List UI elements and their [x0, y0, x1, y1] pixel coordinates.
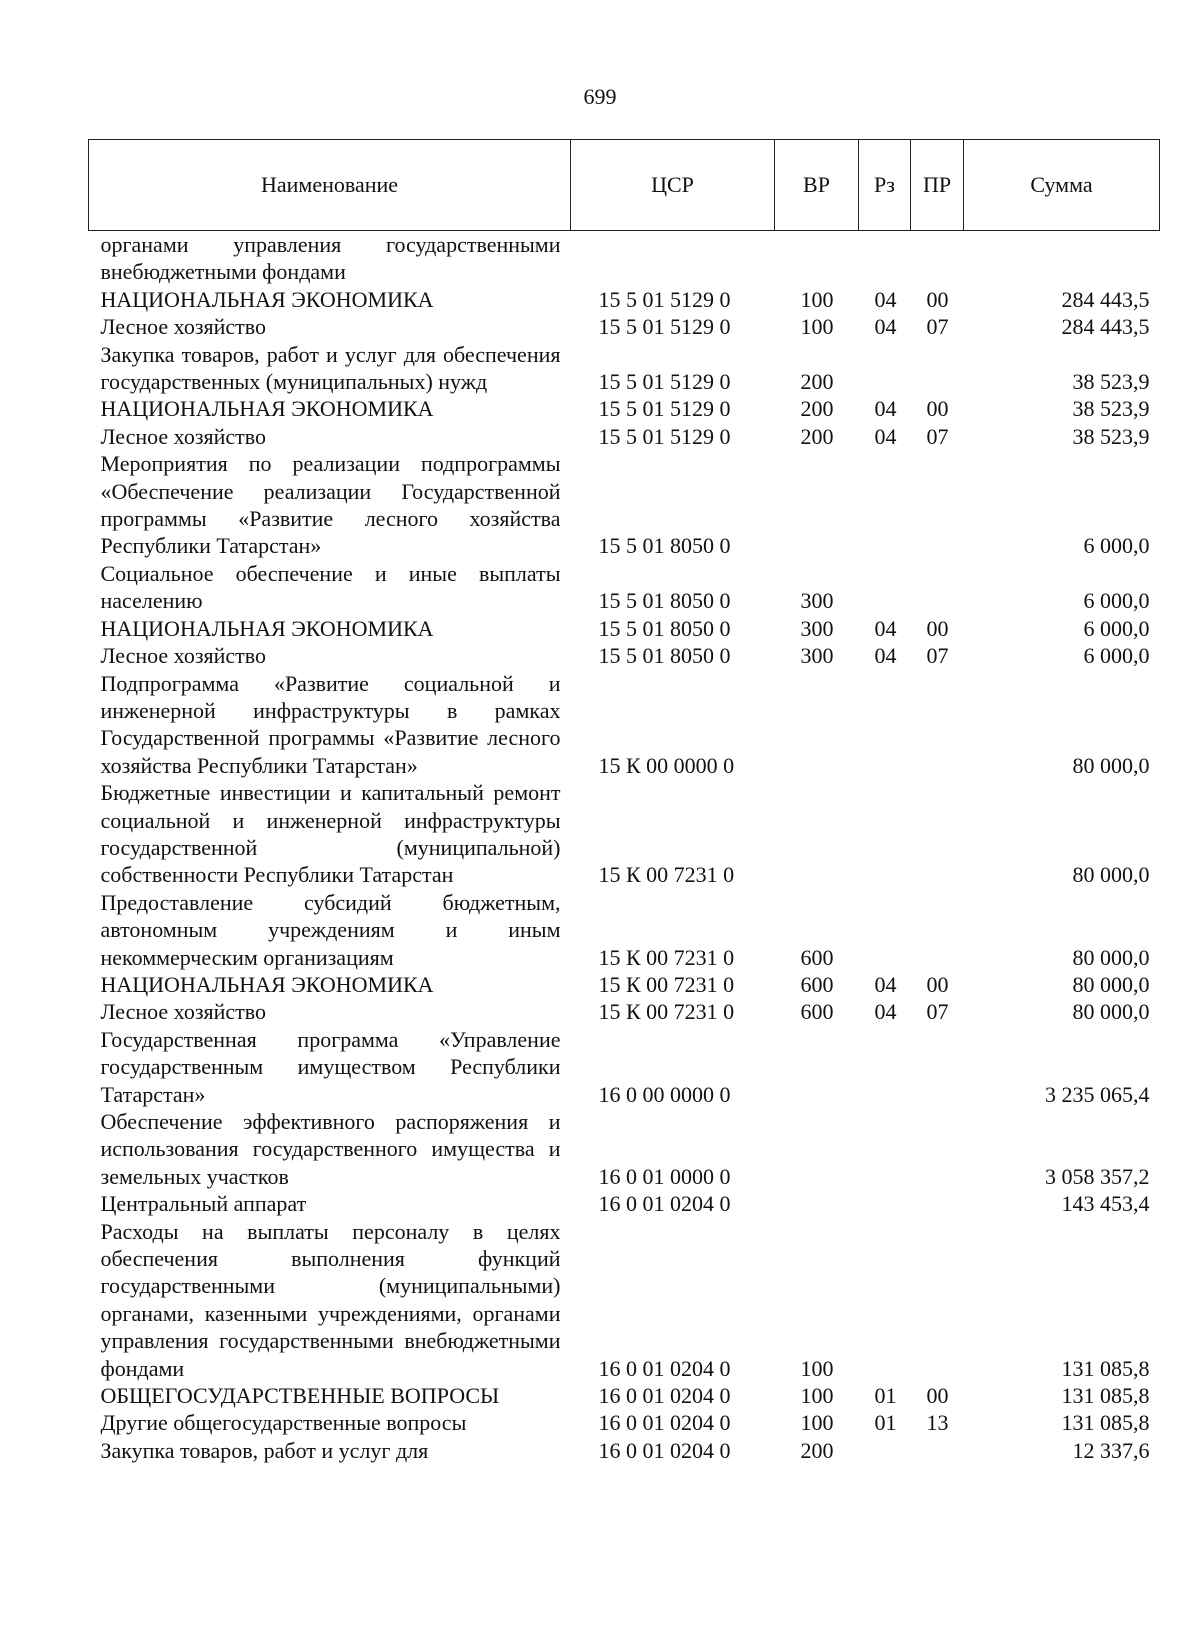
- table-row: [89, 642, 1160, 669]
- cell-name: Подпрограмма «Развитие социальной и инженерной инфраструктуры в рамках Государственной программы «Развитие лесного хозяйства Республики Татарстан»: [100, 670, 561, 778]
- table-row: [89, 889, 1160, 971]
- cell-name: Закупка товаров, работ и услуг для: [100, 1437, 429, 1463]
- cell-name: Социальное обеспечение и иные выплаты населению: [100, 560, 561, 614]
- cell-sum: 80 000,0: [1072, 752, 1150, 778]
- cell-rz: 04: [874, 286, 897, 312]
- cell-name: Лесное хозяйство: [100, 314, 267, 340]
- cell-sum: 131 085,8: [1061, 1410, 1150, 1436]
- cell-csr: 15 5 01 8050 0: [598, 588, 731, 614]
- cell-vr: 100: [800, 1383, 834, 1409]
- cell-name: Расходы на выплаты персоналу в целях обеспечения выполнения функций государственными (муниципальными) органами, казенными учреждениями, органами управления государственными внебюджетными фондами: [100, 1218, 561, 1381]
- cell-pr: 00: [926, 971, 949, 997]
- header-csr: ЦСР: [571, 140, 775, 231]
- table-row: [89, 1218, 1160, 1382]
- cell-sum: 143 453,4: [1061, 1191, 1150, 1217]
- cell-vr: 100: [800, 1410, 834, 1436]
- cell-vr: [775, 231, 859, 286]
- cell-csr: 15 5 01 5129 0: [598, 314, 731, 340]
- cell-sum: 38 523,9: [1072, 423, 1150, 449]
- cell-rz: [859, 1218, 911, 1382]
- header-vr: ВР: [775, 140, 859, 231]
- table-row: [89, 998, 1160, 1025]
- cell-sum: 131 085,8: [1061, 1383, 1150, 1409]
- cell-name: Государственная программа «Управление государственным имуществом Республики Татарстан»: [100, 1026, 561, 1107]
- cell-csr: 16 0 01 0204 0: [598, 1437, 731, 1463]
- cell-sum: 6 000,0: [1083, 588, 1150, 614]
- page-number: 699: [583, 84, 617, 109]
- cell-sum: 284 443,5: [1061, 286, 1150, 312]
- cell-pr: [911, 1108, 964, 1190]
- header-name: Наименование: [89, 140, 571, 231]
- cell-name: органами управления государственными внебюджетными фондами: [100, 232, 561, 285]
- cell-pr: 07: [926, 643, 949, 669]
- cell-name: Предоставление субсидий бюджетным, автономным учреждениям и иным некоммерческим организациям: [100, 889, 561, 970]
- cell-pr: [911, 779, 964, 889]
- table-row: [89, 1108, 1160, 1190]
- header-pr: ПР: [911, 140, 964, 231]
- cell-pr: 00: [926, 615, 949, 641]
- cell-pr: [911, 341, 964, 396]
- cell-rz: [859, 889, 911, 971]
- cell-sum: 284 443,5: [1061, 314, 1150, 340]
- cell-vr: 600: [800, 944, 834, 970]
- table-row: [89, 971, 1160, 998]
- cell-vr: [775, 779, 859, 889]
- cell-vr: [775, 670, 859, 780]
- cell-name: Другие общегосударственные вопросы: [100, 1410, 467, 1436]
- table-row: [89, 1409, 1160, 1436]
- cell-csr: 16 0 01 0000 0: [598, 1163, 731, 1189]
- cell-csr: 16 0 00 0000 0: [598, 1081, 731, 1107]
- cell-rz: 04: [874, 971, 897, 997]
- cell-rz: [859, 779, 911, 889]
- cell-rz: 04: [874, 314, 897, 340]
- cell-vr: 600: [800, 971, 834, 997]
- cell-csr: 15 5 01 8050 0: [598, 643, 731, 669]
- cell-rz: [859, 341, 911, 396]
- cell-name: Лесное хозяйство: [100, 999, 267, 1025]
- cell-sum: 80 000,0: [1072, 944, 1150, 970]
- table-row: [89, 286, 1160, 313]
- cell-sum: 131 085,8: [1061, 1355, 1150, 1381]
- cell-sum: 12 337,6: [1072, 1437, 1150, 1463]
- cell-rz: [859, 1026, 911, 1108]
- cell-vr: 100: [800, 286, 834, 312]
- cell-name: Мероприятия по реализации подпрограммы «Обеспечение реализации Государственной программы «Развитие лесного хозяйства Республики Татарстан»: [100, 451, 561, 559]
- table-row: [89, 1026, 1160, 1108]
- cell-csr: 15 К 00 7231 0: [598, 999, 735, 1025]
- table-row: [89, 395, 1160, 422]
- table-row: [89, 1190, 1160, 1217]
- cell-sum: 6 000,0: [1083, 533, 1150, 559]
- cell-csr: 15 К 00 7231 0: [598, 862, 735, 888]
- cell-vr: 200: [800, 423, 834, 449]
- cell-sum: 80 000,0: [1072, 862, 1150, 888]
- cell-pr: 00: [926, 396, 949, 422]
- cell-pr: [911, 889, 964, 971]
- cell-vr: 200: [800, 396, 834, 422]
- header-rz: Рз: [859, 140, 911, 231]
- cell-pr: [911, 231, 964, 286]
- table-row: [89, 341, 1160, 396]
- cell-name: Лесное хозяйство: [100, 643, 267, 669]
- table-row: [89, 615, 1160, 642]
- cell-csr: 15 К 00 7231 0: [598, 944, 735, 970]
- cell-name: Центральный аппарат: [100, 1191, 307, 1217]
- cell-sum: [964, 231, 1160, 286]
- cell-vr: [775, 1026, 859, 1108]
- cell-rz: 01: [874, 1410, 897, 1436]
- cell-sum: 6 000,0: [1083, 643, 1150, 669]
- cell-name: ОБЩЕГОСУДАРСТВЕННЫЕ ВОПРОСЫ: [100, 1383, 500, 1409]
- cell-vr: 200: [800, 369, 834, 395]
- cell-vr: 100: [800, 314, 834, 340]
- cell-rz: [859, 1108, 911, 1190]
- table-row: [89, 670, 1160, 780]
- cell-csr: [571, 231, 775, 286]
- cell-rz: [859, 1437, 911, 1464]
- cell-csr: 15 К 00 7231 0: [598, 971, 735, 997]
- cell-name: НАЦИОНАЛЬНАЯ ЭКОНОМИКА: [100, 971, 434, 997]
- cell-rz: 04: [874, 423, 897, 449]
- cell-pr: 00: [926, 1383, 949, 1409]
- cell-csr: 15 5 01 8050 0: [598, 533, 731, 559]
- cell-sum: 3 235 065,4: [1045, 1081, 1150, 1107]
- cell-vr: 100: [800, 1355, 834, 1381]
- cell-vr: 300: [800, 588, 834, 614]
- header-sum: Сумма: [964, 140, 1160, 231]
- cell-vr: 600: [800, 999, 834, 1025]
- cell-name: Бюджетные инвестиции и капитальный ремонт социальной и инженерной инфраструктуры государственной (муниципальной) собственности Республики Татарстан: [100, 780, 561, 888]
- cell-rz: [859, 1190, 911, 1217]
- cell-pr: [911, 450, 964, 560]
- budget-table: [88, 139, 1160, 1464]
- table-row: [89, 423, 1160, 450]
- cell-sum: 80 000,0: [1072, 999, 1150, 1025]
- cell-pr: 07: [926, 314, 949, 340]
- cell-csr: 16 0 01 0204 0: [598, 1410, 731, 1436]
- cell-csr: 15 5 01 5129 0: [598, 286, 731, 312]
- cell-vr: [775, 1190, 859, 1217]
- cell-rz: 04: [874, 643, 897, 669]
- cell-name: Обеспечение эффективного распоряжения и использования государственного имущества и земельных участков: [100, 1109, 561, 1189]
- cell-pr: [911, 670, 964, 780]
- cell-rz: 04: [874, 999, 897, 1025]
- cell-sum: 38 523,9: [1072, 369, 1150, 395]
- cell-csr: 15 5 01 5129 0: [598, 369, 731, 395]
- cell-sum: 3 058 357,2: [1045, 1163, 1150, 1189]
- table-row: [89, 450, 1160, 560]
- cell-rz: 04: [874, 396, 897, 422]
- cell-pr: [911, 1026, 964, 1108]
- cell-rz: [859, 670, 911, 780]
- cell-name: Лесное хозяйство: [100, 423, 267, 449]
- cell-name: Закупка товаров, работ и услуг для обеспечения государственных (муниципальных) нужд: [100, 341, 561, 395]
- cell-vr: [775, 1108, 859, 1190]
- cell-pr: 13: [926, 1410, 949, 1436]
- cell-vr: 300: [800, 615, 834, 641]
- cell-pr: 07: [926, 423, 949, 449]
- cell-csr: 15 5 01 8050 0: [598, 615, 731, 641]
- cell-name: НАЦИОНАЛЬНАЯ ЭКОНОМИКА: [100, 286, 434, 312]
- table-row: [89, 1382, 1160, 1409]
- cell-csr: 16 0 01 0204 0: [598, 1355, 731, 1381]
- cell-csr: 16 0 01 0204 0: [598, 1383, 731, 1409]
- table-body: [89, 231, 1160, 1465]
- cell-sum: 38 523,9: [1072, 396, 1150, 422]
- table-row: [89, 313, 1160, 340]
- cell-name: НАЦИОНАЛЬНАЯ ЭКОНОМИКА: [100, 396, 434, 422]
- cell-rz: 04: [874, 615, 897, 641]
- cell-sum: 6 000,0: [1083, 615, 1150, 641]
- cell-pr: [911, 1190, 964, 1217]
- cell-pr: [911, 560, 964, 615]
- cell-csr: 16 0 01 0204 0: [598, 1191, 731, 1217]
- cell-vr: 200: [800, 1437, 834, 1463]
- table-row: [89, 1437, 1160, 1464]
- cell-csr: 15 5 01 5129 0: [598, 423, 731, 449]
- cell-vr: 300: [800, 643, 834, 669]
- cell-rz: [859, 450, 911, 560]
- cell-pr: 07: [926, 999, 949, 1025]
- cell-csr: 15 5 01 5129 0: [598, 396, 731, 422]
- cell-pr: [911, 1218, 964, 1382]
- cell-rz: 01: [874, 1383, 897, 1409]
- cell-rz: [859, 231, 911, 286]
- cell-rz: [859, 560, 911, 615]
- cell-vr: [775, 450, 859, 560]
- cell-sum: 80 000,0: [1072, 971, 1150, 997]
- cell-name: НАЦИОНАЛЬНАЯ ЭКОНОМИКА: [100, 615, 434, 641]
- table-header: [89, 140, 1160, 231]
- cell-csr: 15 К 00 0000 0: [598, 752, 735, 778]
- table-row: [89, 231, 1160, 286]
- table-row: [89, 560, 1160, 615]
- cell-pr: 00: [926, 286, 949, 312]
- cell-pr: [911, 1437, 964, 1464]
- table-row: [89, 779, 1160, 889]
